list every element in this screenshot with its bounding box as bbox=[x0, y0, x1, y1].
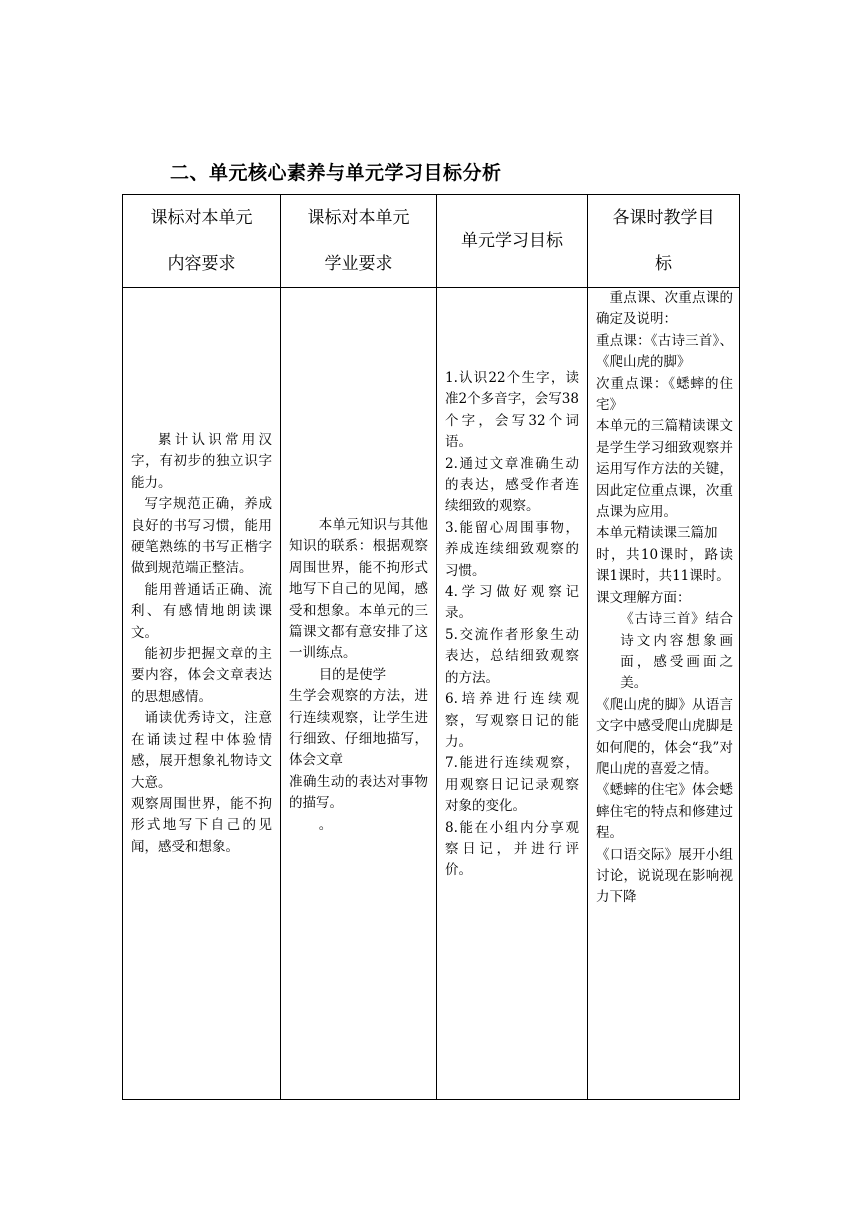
content-req-paragraph: 累计认识常用汉字，有初步的独立识字能力。 bbox=[131, 432, 272, 491]
content-req-paragraph: 能用普通话正确、流利、有感情地朗读课文。 bbox=[131, 581, 272, 641]
lesson-objective-paragraph: 本单元精读课三篇加 bbox=[596, 525, 718, 542]
academic-req-paragraph: 目的是使学 bbox=[318, 666, 387, 683]
lesson-objective-paragraph: 重点课、次重点课的确定及说明： bbox=[596, 290, 733, 328]
academic-req-paragraph: 本单元知识与其他知识的联系：根据观察周围世界，能不拘形式地写下自己的见闻，感受和想象。本单元的三篇课文都有意安排了这一训练点。 bbox=[289, 517, 428, 662]
lesson-objective-paragraph: 次重点课：《蟋蟀的住宅》 bbox=[596, 375, 733, 414]
content-req-paragraph: 诵读优秀诗文，注意在诵读过程中体验情感，展开想象礼物诗文大意。 bbox=[131, 710, 272, 791]
lesson-objective-paragraph: 本单元的三篇精读课文是学生学习细致观察并运用写作方法的关键，因此定位重点课，次重点课为应用。 bbox=[596, 418, 733, 521]
lesson-objective-paragraph: 《口语交际》展开小组讨论，说说现在影响视力下降 bbox=[596, 846, 733, 906]
unit-objective-item: 1.认识22个生字，读准2个多音字，会写38个字，会写32个词语。 bbox=[445, 370, 579, 451]
unit-objective-item: 6.培养进行连续观察，写观察日记的能力。 bbox=[445, 691, 579, 750]
lesson-objectives-cell bbox=[588, 288, 740, 1100]
lesson-objective-paragraph: 《蟋蟀的住宅》体会蟋蟀住宅的特点和修建过程。 bbox=[596, 782, 733, 842]
lesson-objective-paragraph: 重点课：《古诗三首》、《爬山虎的脚》 bbox=[596, 332, 733, 371]
lesson-objective-paragraph: 课文理解方面： bbox=[596, 589, 691, 606]
section-title: 二、单元核心素养与单元学习目标分析 bbox=[170, 162, 502, 184]
unit-objective-item: 2.通过文章准确生动的表达，感受作者连续细致的观察。 bbox=[445, 455, 579, 515]
table-body-row bbox=[123, 288, 740, 1100]
unit-objective-item: 7.能进行连续观察，用观察日记记录观察对象的变化。 bbox=[445, 755, 579, 815]
unit-objective-item: 8.能在小组内分享观察日记，并进行评价。 bbox=[445, 819, 579, 879]
academic-req-paragraph: 准确生动的表达对事物的描写。 bbox=[289, 773, 428, 812]
lesson-objective-paragraph: 《古诗三首》结合诗文内容想象画面，感受画面之美。 bbox=[620, 611, 733, 692]
content-req-paragraph: 观察周围世界，能不拘形式地写下自己的见闻，感受和想象。 bbox=[131, 795, 272, 855]
academic-req-paragraph: 生学会观察的方法，进行连续观察，让学生进行细致、仔细地描写，体会文章 bbox=[289, 688, 428, 769]
unit-objective-item: 5.交流作者形象生动表达，总结细致观察的方法。 bbox=[445, 626, 579, 686]
header-lesson-objectives: 各课时教学目 标 bbox=[588, 195, 740, 288]
unit-objective-item: 3.能留心周围事物，养成连续细致观察的习惯。 bbox=[445, 519, 579, 579]
header-unit-objectives: 单元学习目标 bbox=[437, 195, 588, 288]
header-content-requirements: 课标对本单元 内容要求 bbox=[123, 195, 281, 288]
academic-req-paragraph: 。 bbox=[318, 816, 333, 833]
content-requirements-cell bbox=[123, 288, 281, 1100]
lesson-objective-paragraph: 时，共10课时，路读课1课时，共11课时。 bbox=[596, 546, 733, 585]
content-req-paragraph: 写字规范正确，养成良好的书写习惯，能用硬笔熟练的书写正楷字做到规范端正整洁。 bbox=[131, 496, 272, 577]
unit-objective-item: 4.学习做好观察记录。 bbox=[445, 584, 579, 622]
header-academic-requirements: 课标对本单元 学业要求 bbox=[281, 195, 437, 288]
unit-objectives-cell bbox=[437, 288, 588, 1100]
objectives-table bbox=[122, 194, 740, 1100]
content-req-paragraph: 能初步把握文章的主要内容，体会文章表达的思想感情。 bbox=[131, 646, 272, 705]
table-header-row bbox=[123, 195, 740, 288]
academic-requirements-cell bbox=[281, 288, 437, 1100]
lesson-objective-paragraph: 《爬山虎的脚》从语言文字中感受爬山虎脚是如何爬的，体会“我”对爬山虎的喜爱之情。 bbox=[596, 696, 733, 777]
